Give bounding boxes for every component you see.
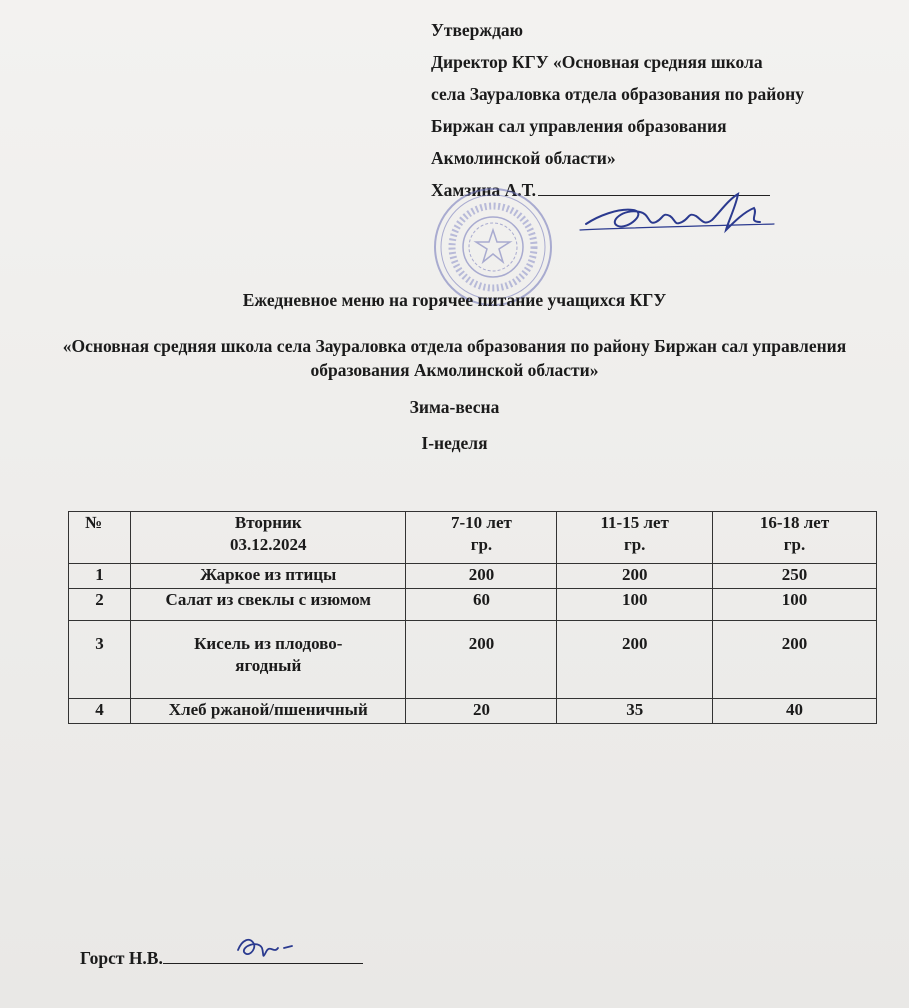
portion-7-10: 200 xyxy=(406,621,557,699)
portion-7-10: 20 xyxy=(406,699,557,724)
approval-department-line: Биржан сал управления образования xyxy=(431,116,727,136)
portion-11-15: 200 xyxy=(557,564,713,589)
approval-signer-name: Хамзина А.Т. xyxy=(431,180,536,200)
table-row xyxy=(69,621,877,699)
row-number: 1 xyxy=(69,564,131,589)
header-day xyxy=(131,512,406,564)
header-age-16-18-unit: гр. xyxy=(783,535,806,554)
row-number: 3 xyxy=(69,621,131,699)
dish-name: Салат из свеклы с изюмом xyxy=(131,589,406,621)
portion-7-10: 200 xyxy=(406,564,557,589)
header-age-11-15 xyxy=(557,512,713,564)
footer-name: Горст Н.В. xyxy=(80,948,163,968)
approval-block xyxy=(431,14,804,206)
table-row xyxy=(69,589,877,621)
row-number: 4 xyxy=(69,699,131,724)
header-number: № xyxy=(69,512,131,564)
portion-16-18: 100 xyxy=(713,589,877,621)
header-day-name: Вторник xyxy=(234,513,302,532)
table-header-row xyxy=(69,512,877,564)
header-age-7-10-label: 7-10 лет xyxy=(451,513,512,532)
approval-director: Директор КГУ «Основная средняя школа xyxy=(431,52,763,72)
menu-season: Зима-весна xyxy=(409,397,500,417)
portion-11-15: 100 xyxy=(557,589,713,621)
menu-table xyxy=(68,511,877,724)
dish-name: Хлеб ржаной/пшеничный xyxy=(131,699,406,724)
dish-name: Жаркое из птицы xyxy=(131,564,406,589)
header-age-7-10 xyxy=(406,512,557,564)
portion-16-18: 40 xyxy=(713,699,877,724)
footer-signature-block xyxy=(80,945,363,969)
table-row xyxy=(69,699,877,724)
header-age-7-10-unit: гр. xyxy=(470,535,493,554)
header-age-11-15-label: 11-15 лет xyxy=(600,513,669,532)
portion-7-10: 60 xyxy=(406,589,557,621)
cook-signature xyxy=(228,930,308,966)
approval-school-line: села Заураловка отдела образования по району xyxy=(431,84,804,104)
portion-11-15: 200 xyxy=(557,621,713,699)
portion-16-18: 250 xyxy=(713,564,877,589)
row-number: 2 xyxy=(69,589,131,621)
approval-region-line: Акмолинской области» xyxy=(431,148,616,168)
header-age-16-18 xyxy=(713,512,877,564)
header-age-16-18-label: 16-18 лет xyxy=(759,513,830,532)
approval-heading: Утверждаю xyxy=(431,20,524,40)
table-row xyxy=(69,564,877,589)
dish-name: Кисель из плодово-ягодный xyxy=(131,621,406,699)
header-age-11-15-unit: гр. xyxy=(624,535,646,554)
portion-16-18: 200 xyxy=(713,621,877,699)
menu-title: Ежедневное меню на горячее питание учащихся КГУ xyxy=(242,290,667,310)
director-signature xyxy=(578,186,778,246)
header-date: 03.12.2024 xyxy=(230,535,307,554)
portion-11-15: 35 xyxy=(557,699,713,724)
menu-school-name: «Основная средняя школа села Заураловка отдела образования по району Биржан сал управления образования Акмолинской области» xyxy=(62,336,847,380)
menu-week: I-неделя xyxy=(421,433,488,453)
